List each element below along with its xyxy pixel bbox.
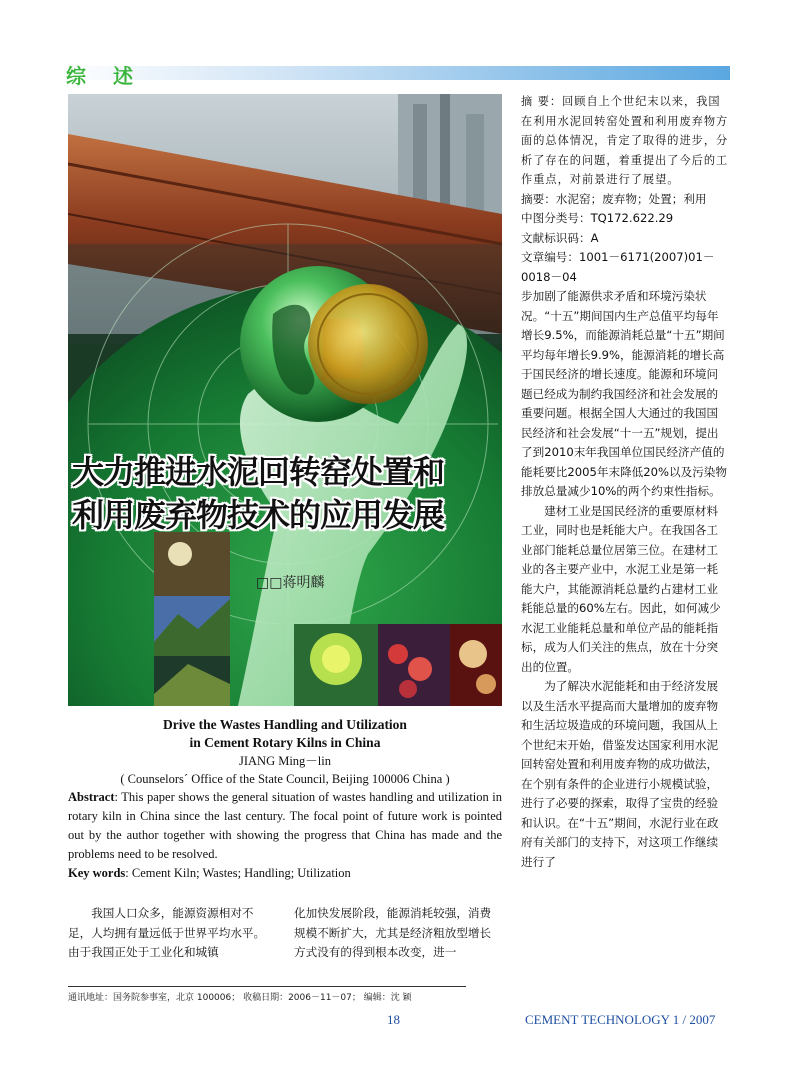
- right-column: [521, 92, 729, 872]
- body-paragraph: 为了解决水泥能耗和由于经济发展以及生活水平提高而大量增加的废弃物和生活垃圾造成的环境问题，我国从上个世纪末开始，借鉴发达国家利用水泥回转窑处置和利用废弃物的成功做法，在个别有条件的企业进行小规模试验，进行了必要的探索，取得了宝贵的经验和认识。在“十五”期间，水泥行业在政府有关部门的支持下，对这项工作继续进行了: [521, 679, 719, 869]
- english-title: [68, 716, 502, 752]
- chinese-author: □□蒋明麟: [256, 575, 325, 591]
- body-paragraph: 化加快发展阶段，能源消耗较强，消费规模不断扩大，尤其是经济粗放型增长方式没有的得到根本改变，进一: [294, 906, 492, 959]
- section-label: 综 述: [66, 64, 143, 88]
- clc-number: 中图分类号：TQ172.622.29: [521, 211, 674, 225]
- english-title-line: in Cement Rotary Kilns in China: [189, 735, 381, 750]
- keywords-text: : Cement Kiln; Wastes; Handling; Utilization: [125, 866, 351, 880]
- abstract-label: Abstract: [68, 790, 115, 804]
- chinese-abstract: 摘 要：回顾自上个世纪末以来，我国在利用水泥回转窑处置和利用废弃物方面的总体情况，肯定了取得的进步，分析了存在的问题，着重提出了今后的工作重点，对前景进行了展望。: [521, 95, 729, 186]
- footnote: 通讯地址：国务院参事室，北京 100006； 收稿日期：2006－11－07； 编辑：沈 颖: [68, 993, 412, 1003]
- section-header-bar: [60, 60, 730, 88]
- english-keywords: [68, 864, 502, 883]
- english-abstract-block: [68, 716, 502, 883]
- chinese-keywords: 摘要：水泥窑；废弃物；处置；利用: [521, 191, 707, 206]
- chinese-title-line: 利用废弃物技术的应用发展: [72, 496, 445, 534]
- chinese-title-line: 大力推进水泥回转窑处置和: [72, 453, 445, 491]
- body-paragraph: 我国人口众多，能源资源相对不足，人均拥有量远低于世界平均水平。由于我国正处于工业化和城镇: [68, 906, 266, 959]
- abstract-text: : This paper shows the general situation of wastes handling and utilization in rotary kiln in China since the last century. The focal point of future work is pointed out by the author together with showing the progress that China has made and the problems need to be resolved.: [68, 790, 502, 861]
- english-title-line: Drive the Wastes Handling and Utilization: [163, 717, 407, 732]
- keywords-label: Key words: [68, 866, 126, 880]
- header-gradient-band: [60, 66, 730, 80]
- article-number: 文章编号：1001－6171(2007)01－0018－04: [521, 250, 715, 284]
- body-paragraph: 建材工业是国民经济的重要原材料工业，同时也是耗能大户。在我国各工业部门能耗总量位居第三位。在建材工业的各主要产业中，水泥工业是第一耗能大户，其能源消耗总量约占建材工业耗能总量的60%左右。因此，如何减少水泥工业能耗总量和单位产品的能耗指标，成为人们关注的焦点，放在十分突出的位置。: [521, 503, 721, 674]
- page-number: 18: [387, 1012, 400, 1027]
- hero-illustration: [68, 94, 502, 706]
- document-code: 文献标识码：A: [521, 230, 599, 245]
- english-abstract: [68, 788, 502, 864]
- hero-artwork: [68, 94, 502, 706]
- journal-name: CEMENT TECHNOLOGY 1 / 2007: [525, 1012, 716, 1027]
- body-paragraph: 步加剧了能源供求矛盾和环境污染状况。“十五”期间国内生产总值平均每年增长9.5%，而能源消耗总量“十五”期间平均每年增长9.9%，能源消耗的增长高于国民经济的增长速度。能源和环境问题已经成为制约我国经济和社会发展的重要问题。根据全国人大通过的我国国民经济和社会发展“十一五”规划，提出了到2010末年我国单位国民经济产值的能耗要比2005年末降低20%以及污染物排放总量减少10%的两个约束性指标。: [521, 289, 727, 498]
- english-affiliation: ( Counselors´ Office of the State Council, Beijing 100006 China ): [120, 772, 450, 786]
- footnote-rule: [68, 986, 466, 987]
- english-author: JIANG Ming－lin: [238, 754, 332, 768]
- chinese-title: [72, 451, 502, 537]
